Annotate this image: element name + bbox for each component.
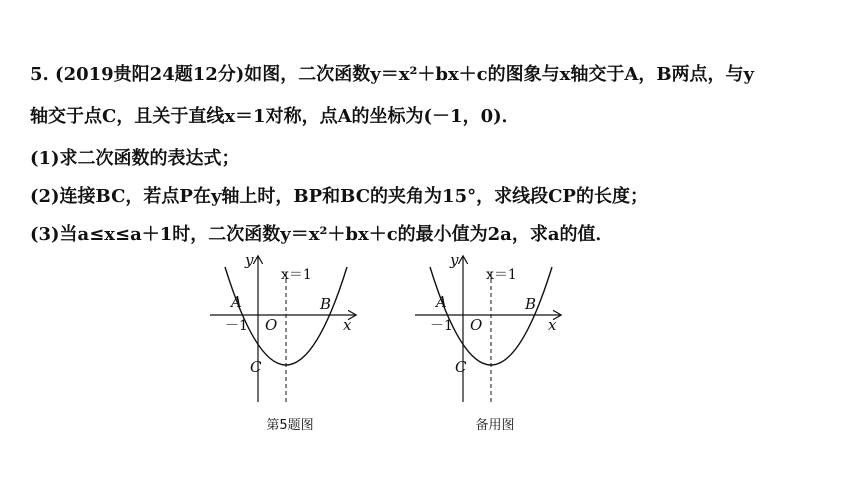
y-axis-label: y	[245, 252, 254, 269]
question-3: (3)当a≤x≤a＋1时，二次函数y＝x²＋bx＋c的最小值为2a，求a的值．	[30, 224, 614, 245]
x-axis-label: x	[343, 316, 352, 334]
point-a-label: A	[436, 293, 447, 311]
question-2: (2)连接BC，若点P在y轴上时，BP和BC的夹角为15°，求线段CP的长度；	[30, 186, 648, 207]
parabola-graph	[410, 252, 580, 407]
figure-problem-5	[205, 252, 375, 437]
point-b-label: B	[525, 295, 537, 313]
problem-line-1: 5. (2019贵阳24题12分)如图，二次函数y＝x²＋bx＋c的图象与x轴交于A，B两点，与y	[30, 64, 755, 85]
symmetry-label: x＝1	[486, 267, 517, 283]
origin-label: O	[470, 316, 483, 334]
figure-caption: 备用图	[475, 418, 515, 433]
point-b-label: B	[320, 295, 332, 313]
point-a-label: A	[231, 293, 242, 311]
point-c-label: C	[250, 358, 262, 376]
origin-label: O	[265, 316, 278, 334]
neg-one-label: －1	[430, 318, 453, 334]
figure-spare	[410, 252, 580, 437]
parabola-graph	[205, 252, 375, 407]
y-axis-label: y	[450, 252, 459, 269]
problem-line-2: 轴交于点C，且关于直线x＝1对称，点A的坐标为(－1，0)．	[30, 106, 520, 127]
symmetry-label: x＝1	[281, 267, 312, 283]
point-c-label: C	[455, 358, 467, 376]
question-1: (1)求二次函数的表达式；	[30, 148, 240, 169]
x-axis-label: x	[548, 316, 557, 334]
neg-one-label: －1	[225, 318, 248, 334]
figure-caption: 第5题图	[266, 418, 314, 433]
